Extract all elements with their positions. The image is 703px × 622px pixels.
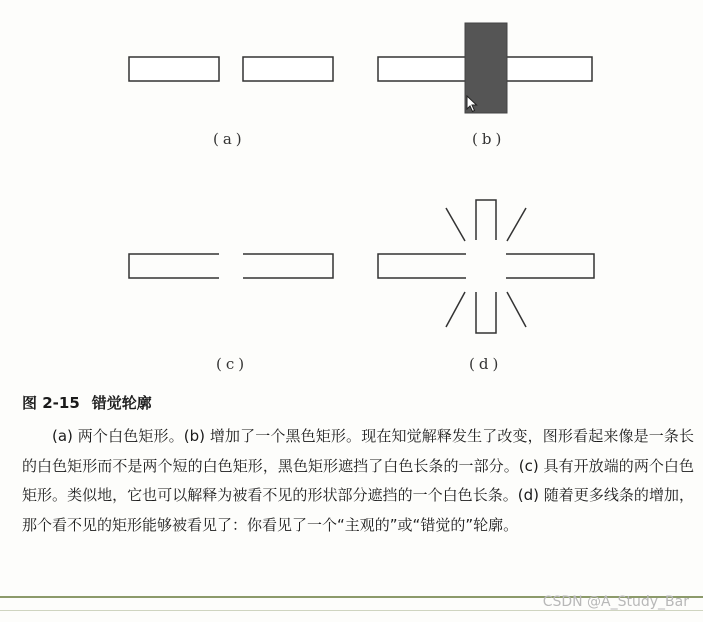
figure-caption-title (22, 392, 152, 413)
diagonal-line-top-right (507, 208, 526, 241)
open-bar-right (506, 254, 594, 278)
mouse-cursor-icon (466, 95, 478, 117)
panel-label-d: (d) (469, 355, 503, 373)
diagonal-line-bottom-right (507, 292, 526, 327)
panel-label-a: (a) (213, 130, 246, 148)
watermark: CSDN @A_Study_Bar (542, 594, 689, 610)
diagonal-line-top-left (446, 208, 465, 241)
open-bar-top (476, 200, 496, 240)
diagonal-line-bottom-left (446, 292, 465, 327)
figure-caption-body: (a) 两个白色矩形。(b) 增加了一个黑色矩形。现在知觉解释发生了改变，图形看起来像是一条长的白色矩形而不是两个短的白色矩形，黑色矩形遮挡了白色长条的一部分。(c) 具有开放端的两个白色矩形。类似地，它也可以解释为被看不见的形状部分遮挡的一个白色长条。(d) 随着更多线条的增加，那个看不见的矩形能够被看见了：你看见了一个“主观的”或“错觉的”轮廓。 (22, 427, 694, 534)
figure-number: 图 2-15 (22, 394, 80, 412)
open-bar-left (378, 254, 466, 278)
panel-label-c: (c) (216, 355, 249, 373)
figure-title: 错觉轮廓 (91, 394, 152, 412)
panel-label-b: (b) (472, 130, 506, 148)
open-bar-bottom (476, 292, 496, 333)
bottom-divider-thin (0, 610, 703, 611)
